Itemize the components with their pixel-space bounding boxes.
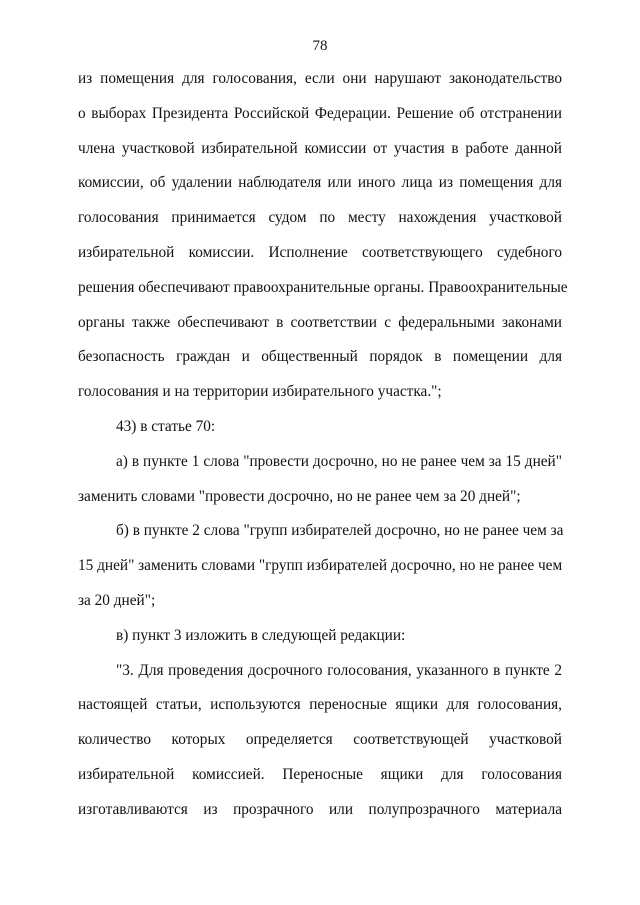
text-line: настоящей статьи, используются переносные ящики для голосования, <box>78 696 562 714</box>
document-body <box>78 62 568 828</box>
text-line: б) в пункте 2 слова "групп избирателей досрочно, но не ранее чем за <box>116 522 564 540</box>
text-line: избирательной комиссии. Исполнение соответствующего судебного <box>78 243 562 261</box>
text-line: за 20 дней"; <box>78 591 156 609</box>
text-line: "3. Для проведения досрочного голосования, указанного в пункте 2 <box>116 661 562 679</box>
text-line: 15 дней" заменить словами "групп избирателей досрочно, но не ранее чем <box>78 557 563 575</box>
text-line: безопасность граждан и общественный порядок в помещении для <box>78 348 562 366</box>
text-line: органы также обеспечивают в соответствии с федеральными законами <box>78 313 562 331</box>
text-line: в) пункт 3 изложить в следующей редакции: <box>116 626 406 644</box>
text-line: количество которых определяется соответствующей участковой <box>78 731 562 749</box>
text-line: а) в пункте 1 слова "провести досрочно, но не ранее чем за 15 дней" <box>116 452 562 470</box>
text-line: изготавливаются из прозрачного или полупрозрачного материала <box>78 800 562 818</box>
item-heading: 43) в статье 70: <box>116 417 216 435</box>
text-line: о выборах Президента Российской Федерации. Решение об отстранении <box>78 104 562 122</box>
text-line: избирательной комиссией. Переносные ящики для голосования <box>78 765 562 783</box>
text-line: решения обеспечивают правоохранительные органы. Правоохранительные <box>78 278 568 296</box>
text-line: голосования принимается судом по месту нахождения участковой <box>78 209 562 227</box>
page-number: 78 <box>312 38 328 54</box>
text-line: заменить словами "провести досрочно, но не ранее чем за 20 дней"; <box>78 487 521 505</box>
text-line: комиссии, об удалении наблюдателя или иного лица из помещения для <box>78 174 562 192</box>
text-line: голосования и на территории избирательного участка."; <box>78 383 442 401</box>
text-line: из помещения для голосования, если они нарушают законодательство <box>78 70 562 87</box>
text-line: члена участковой избирательной комиссии от участия в работе данной <box>78 139 562 157</box>
